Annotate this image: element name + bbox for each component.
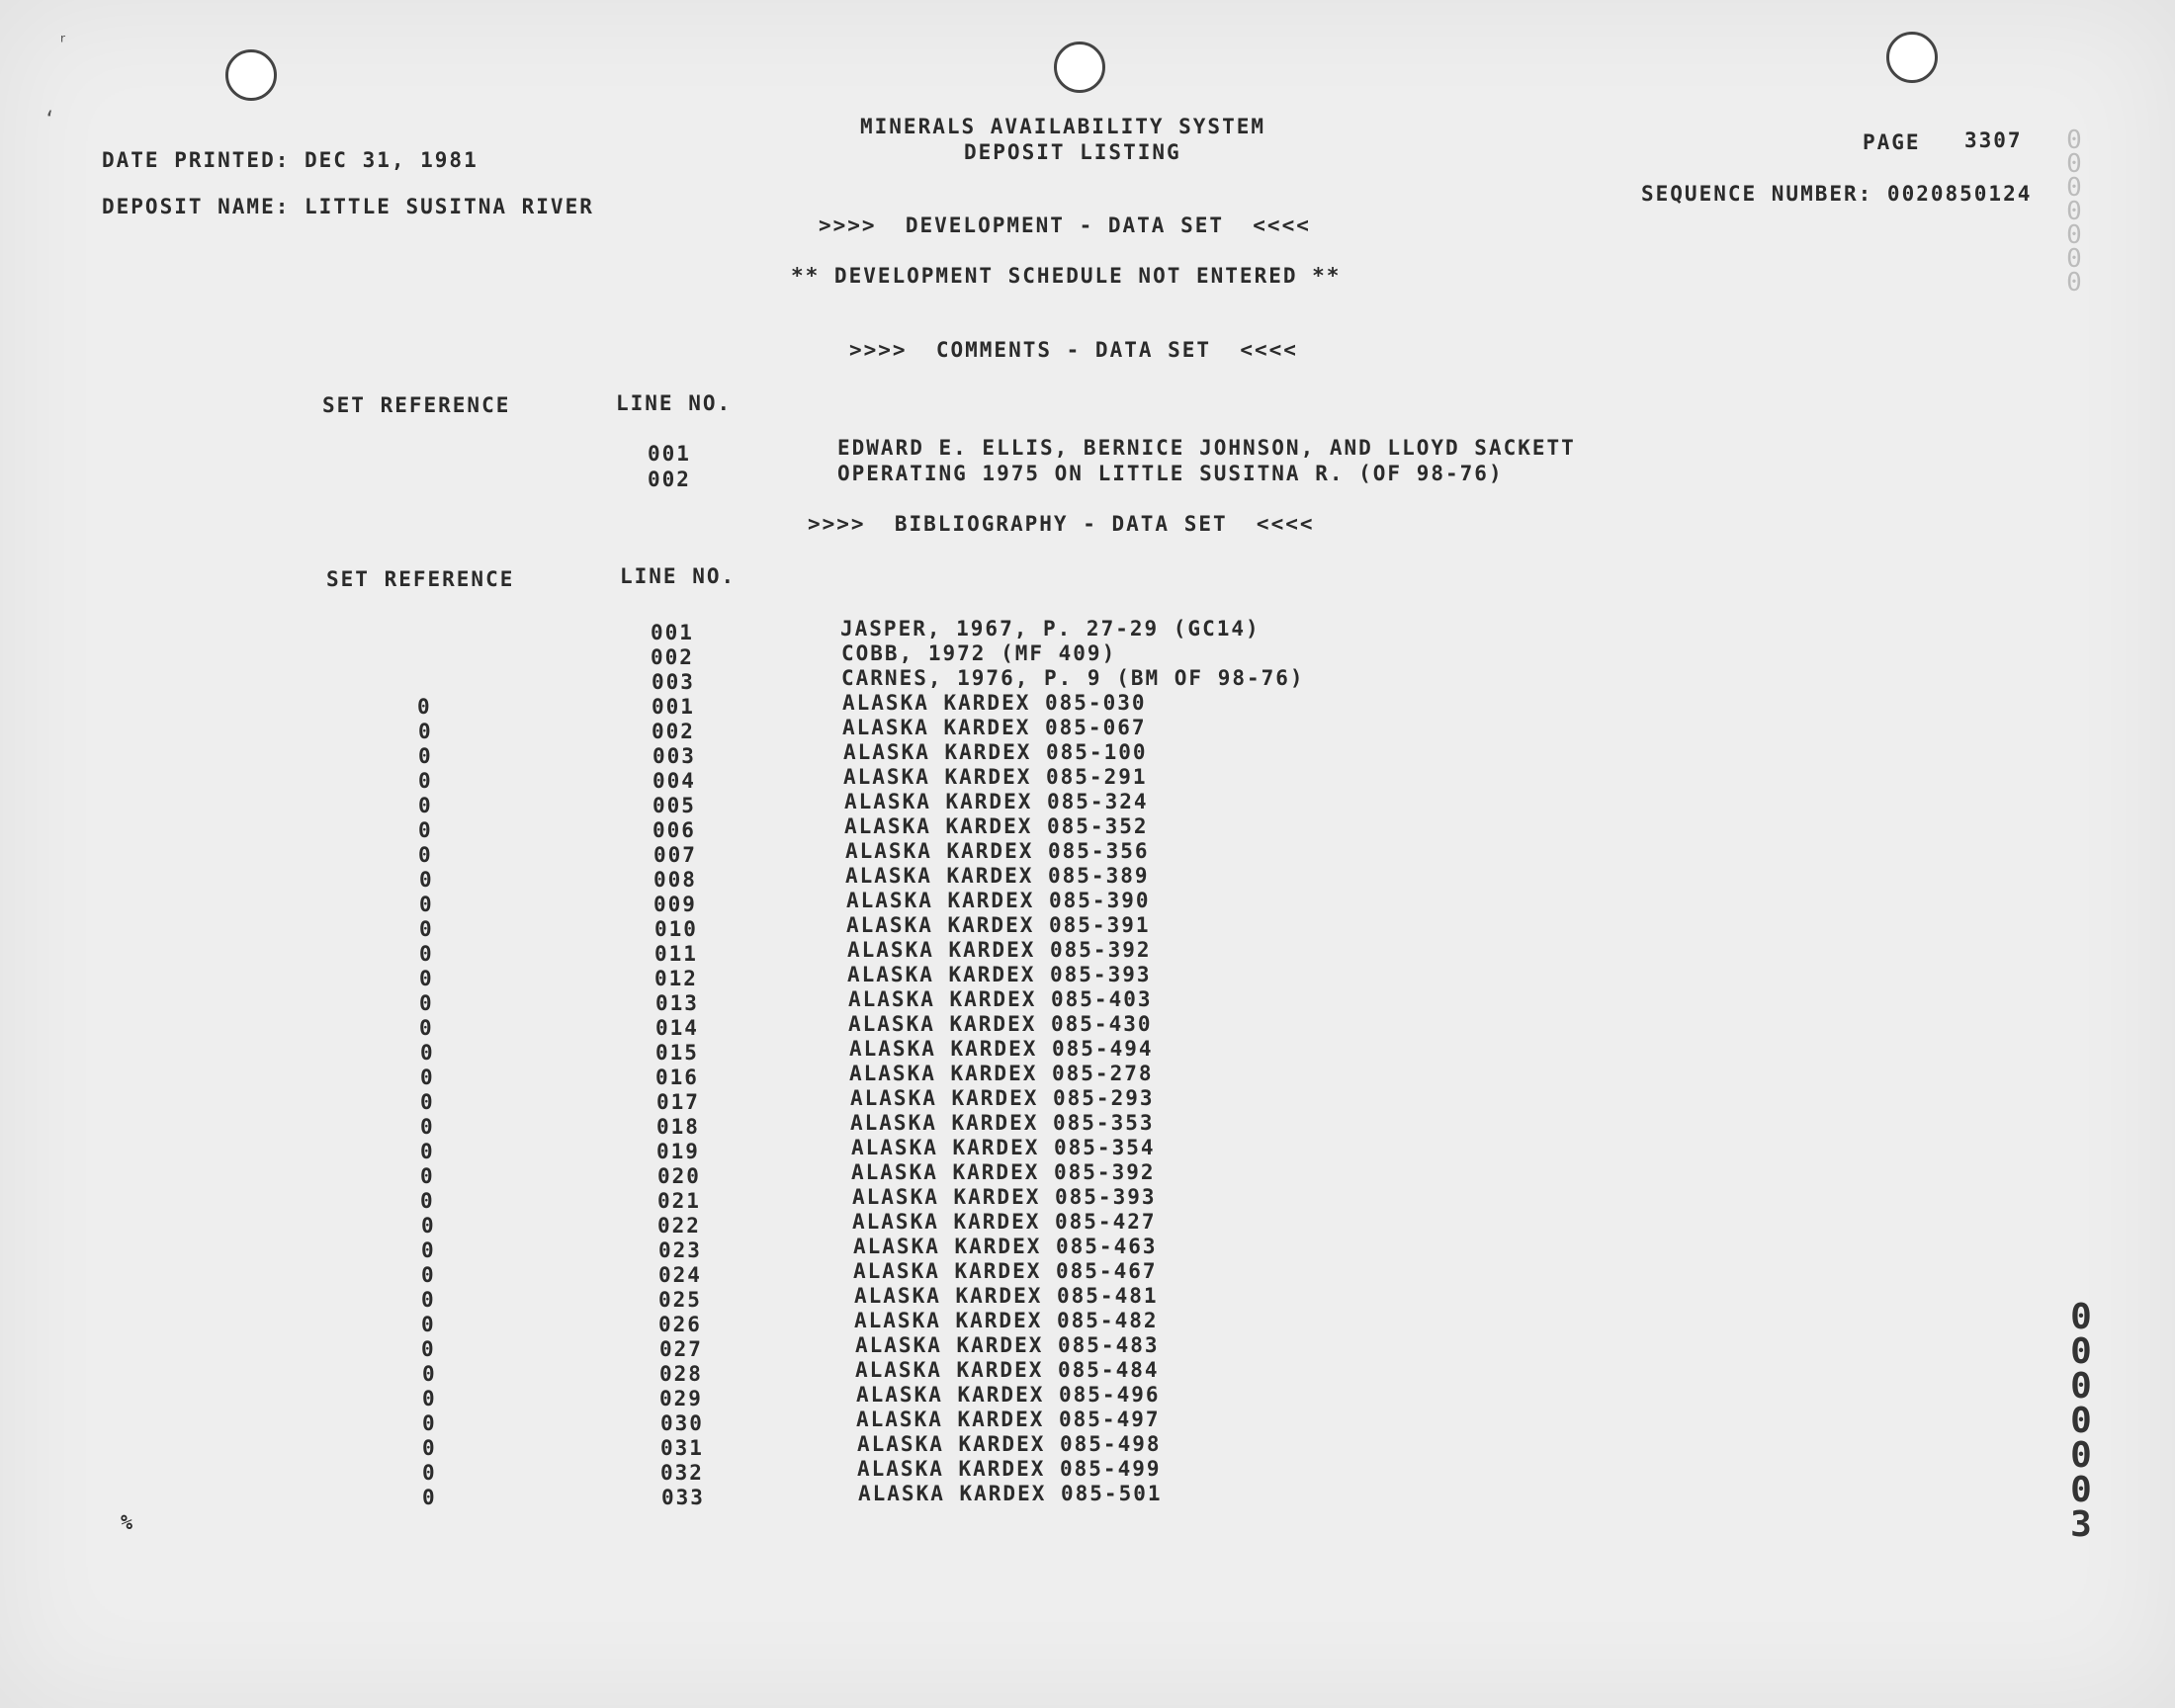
bibliography-line-no: 016 bbox=[655, 1066, 699, 1089]
bibliography-line-no: 026 bbox=[658, 1313, 702, 1336]
comments-col-line-no: LINE NO. bbox=[616, 391, 733, 415]
set-reference-value: 0 bbox=[418, 769, 431, 793]
bibliography-entry: ALASKA KARDEX 085-467 bbox=[853, 1259, 1158, 1283]
set-reference-value: 0 bbox=[422, 1362, 435, 1386]
set-reference-value: 0 bbox=[421, 1288, 434, 1312]
set-reference-value: 0 bbox=[419, 917, 432, 941]
bibliography-entry: ALASKA KARDEX 085-067 bbox=[842, 716, 1147, 739]
bibliography-line-no: 008 bbox=[653, 868, 697, 892]
set-reference-value: 0 bbox=[418, 794, 431, 817]
bibliography-line-no: 018 bbox=[656, 1115, 700, 1139]
bibliography-entry: ALASKA KARDEX 085-392 bbox=[851, 1160, 1156, 1184]
page-number: 3307 bbox=[1964, 128, 2023, 152]
set-reference-value: 0 bbox=[419, 942, 432, 966]
bibliography-line-no: 004 bbox=[652, 769, 696, 793]
bibliography-entry: ALASKA KARDEX 085-324 bbox=[844, 790, 1149, 813]
bibliography-line-no: 017 bbox=[656, 1090, 700, 1114]
bibliography-line-no: 030 bbox=[660, 1411, 704, 1435]
set-reference-value: 0 bbox=[418, 720, 431, 743]
set-reference-value: 0 bbox=[419, 967, 432, 990]
bibliography-entry: ALASKA KARDEX 085-481 bbox=[854, 1284, 1159, 1308]
bibliography-entry: ALASKA KARDEX 085-389 bbox=[845, 864, 1150, 888]
side-code-digit: 0 bbox=[2070, 1470, 2092, 1510]
bibliography-line-no: 009 bbox=[653, 893, 697, 916]
set-reference-value: 0 bbox=[417, 695, 430, 719]
bibliography-entry: ALASKA KARDEX 085-291 bbox=[843, 765, 1148, 789]
bibliography-line-no: 002 bbox=[651, 645, 694, 669]
bibliography-entry: ALASKA KARDEX 085-403 bbox=[848, 987, 1153, 1011]
bibliography-entry: ALASKA KARDEX 085-393 bbox=[847, 963, 1152, 986]
bibliography-entry: ALASKA KARDEX 085-494 bbox=[849, 1037, 1154, 1061]
bibliography-entry: ALASKA KARDEX 085-499 bbox=[857, 1457, 1162, 1481]
set-reference-value: 0 bbox=[421, 1313, 434, 1336]
margin-tick: ʳ bbox=[57, 30, 70, 53]
bibliography-entry: ALASKA KARDEX 085-496 bbox=[856, 1383, 1161, 1407]
punch-hole-left bbox=[225, 49, 277, 101]
set-reference-value: 0 bbox=[419, 893, 432, 916]
bibliography-line-no: 024 bbox=[658, 1263, 702, 1287]
bibliography-entry: ALASKA KARDEX 085-352 bbox=[844, 814, 1149, 838]
set-reference-value: 0 bbox=[420, 1189, 433, 1213]
bibliography-line-no: 006 bbox=[652, 818, 696, 842]
set-reference-value: 0 bbox=[419, 1016, 432, 1040]
set-reference-value: 0 bbox=[421, 1337, 434, 1361]
bibliography-entry: ALASKA KARDEX 085-393 bbox=[852, 1185, 1157, 1209]
margin-tick: ‘ bbox=[44, 107, 56, 130]
bibliography-col-set-reference: SET REFERENCE bbox=[326, 567, 515, 591]
side-code-digit: 0 bbox=[2070, 1435, 2092, 1476]
comment-line-no: 002 bbox=[648, 468, 691, 491]
set-reference-value: 0 bbox=[420, 1066, 433, 1089]
bibliography-line-no: 002 bbox=[652, 720, 695, 743]
bibliography-entry: ALASKA KARDEX 085-427 bbox=[852, 1210, 1157, 1234]
bibliography-line-no: 007 bbox=[653, 843, 697, 867]
bibliography-entry: JASPER, 1967, P. 27-29 (GC14) bbox=[840, 617, 1261, 640]
set-reference-value: 0 bbox=[422, 1387, 435, 1410]
set-reference-value: 0 bbox=[421, 1214, 434, 1238]
bibliography-entry: ALASKA KARDEX 085-483 bbox=[855, 1333, 1160, 1357]
bibliography-entry: ALASKA KARDEX 085-390 bbox=[846, 889, 1151, 912]
bibliography-entry: CARNES, 1976, P. 9 (BM OF 98-76) bbox=[841, 666, 1305, 690]
bibliography-entry: ALASKA KARDEX 085-482 bbox=[854, 1309, 1159, 1332]
bibliography-entry: ALASKA KARDEX 085-484 bbox=[855, 1358, 1160, 1382]
bibliography-entry: ALASKA KARDEX 085-030 bbox=[842, 691, 1147, 715]
comments-heading: >>>> COMMENTS - DATA SET <<<< bbox=[849, 338, 1298, 362]
bibliography-entry: ALASKA KARDEX 085-430 bbox=[848, 1012, 1153, 1036]
bibliography-entry: ALASKA KARDEX 085-392 bbox=[847, 938, 1152, 962]
comment-text: EDWARD E. ELLIS, BERNICE JOHNSON, AND LLOYD SACKETT bbox=[837, 436, 1576, 460]
bibliography-line-no: 001 bbox=[651, 621, 694, 644]
listing-title: DEPOSIT LISTING bbox=[964, 140, 1181, 164]
set-reference-value: 0 bbox=[418, 744, 431, 768]
set-reference-value: 0 bbox=[422, 1486, 435, 1509]
bibliography-line-no: 031 bbox=[660, 1436, 704, 1460]
bibliography-line-no: 014 bbox=[655, 1016, 699, 1040]
set-reference-value: 0 bbox=[420, 1140, 433, 1163]
comments-col-set-reference: SET REFERENCE bbox=[322, 393, 511, 417]
bibliography-line-no: 033 bbox=[661, 1486, 705, 1509]
bibliography-entry: ALASKA KARDEX 085-497 bbox=[856, 1408, 1161, 1431]
side-code-digit: 0 bbox=[2070, 1331, 2092, 1372]
set-reference-value: 0 bbox=[419, 991, 432, 1015]
bibliography-line-no: 019 bbox=[656, 1140, 700, 1163]
bibliography-entry: ALASKA KARDEX 085-501 bbox=[858, 1482, 1163, 1505]
bibliography-col-line-no: LINE NO. bbox=[620, 564, 737, 588]
page-label: PAGE bbox=[1863, 130, 1921, 154]
bibliography-entry: ALASKA KARDEX 085-293 bbox=[850, 1086, 1155, 1110]
set-reference-value: 0 bbox=[422, 1461, 435, 1485]
side-code-digit: 0 bbox=[2070, 1366, 2092, 1407]
bibliography-entry: ALASKA KARDEX 085-100 bbox=[843, 740, 1148, 764]
bibliography-line-no: 022 bbox=[657, 1214, 701, 1238]
deposit-name: DEPOSIT NAME: LITTLE SUSITNA RIVER bbox=[102, 195, 594, 218]
side-code-digit: 3 bbox=[2070, 1504, 2092, 1545]
comment-text: OPERATING 1975 ON LITTLE SUSITNA R. (OF 98-76) bbox=[837, 462, 1504, 485]
bibliography-entry: ALASKA KARDEX 085-463 bbox=[853, 1235, 1158, 1258]
bibliography-line-no: 015 bbox=[655, 1041, 699, 1065]
development-heading: >>>> DEVELOPMENT - DATA SET <<<< bbox=[819, 214, 1311, 237]
set-reference-value: 0 bbox=[420, 1041, 433, 1065]
set-reference-value: 0 bbox=[419, 868, 432, 892]
bibliography-line-no: 011 bbox=[654, 942, 698, 966]
bibliography-line-no: 001 bbox=[652, 695, 695, 719]
side-code bbox=[2061, 1297, 2101, 1545]
set-reference-value: 0 bbox=[418, 843, 431, 867]
bibliography-line-no: 003 bbox=[652, 670, 695, 694]
bibliography-heading: >>>> BIBLIOGRAPHY - DATA SET <<<< bbox=[808, 512, 1315, 536]
bibliography-entry: ALASKA KARDEX 085-498 bbox=[857, 1432, 1162, 1456]
set-reference-value: 0 bbox=[422, 1411, 435, 1435]
punch-hole-center bbox=[1054, 42, 1105, 93]
bibliography-line-no: 027 bbox=[659, 1337, 703, 1361]
percent-mark: % bbox=[121, 1510, 135, 1534]
bibliography-line-no: 023 bbox=[658, 1238, 702, 1262]
set-reference-value: 0 bbox=[421, 1238, 434, 1262]
set-reference-value: 0 bbox=[420, 1164, 433, 1188]
bibliography-line-no: 012 bbox=[654, 967, 698, 990]
bibliography-entry: ALASKA KARDEX 085-391 bbox=[846, 913, 1151, 937]
punch-hole-right bbox=[1886, 32, 1938, 83]
date-printed: DATE PRINTED: DEC 31, 1981 bbox=[102, 148, 478, 172]
bibliography-line-no: 010 bbox=[654, 917, 698, 941]
set-reference-value: 0 bbox=[418, 818, 431, 842]
side-code-digit: 0 bbox=[2070, 1401, 2092, 1441]
faint-margin-marks: 0 0 0 0 0 0 0 bbox=[2066, 126, 2082, 298]
bibliography-line-no: 032 bbox=[660, 1461, 704, 1485]
bibliography-line-no: 020 bbox=[657, 1164, 701, 1188]
bibliography-entry: ALASKA KARDEX 085-278 bbox=[849, 1062, 1154, 1085]
set-reference-value: 0 bbox=[422, 1436, 435, 1460]
bibliography-line-no: 005 bbox=[652, 794, 696, 817]
sequence-number: SEQUENCE NUMBER: 0020850124 bbox=[1641, 182, 2033, 206]
bibliography-line-no: 013 bbox=[655, 991, 699, 1015]
set-reference-value: 0 bbox=[421, 1263, 434, 1287]
bibliography-line-no: 029 bbox=[659, 1387, 703, 1410]
bibliography-line-no: 021 bbox=[657, 1189, 701, 1213]
bibliography-line-no: 028 bbox=[659, 1362, 703, 1386]
bibliography-line-no: 025 bbox=[658, 1288, 702, 1312]
system-title: MINERALS AVAILABILITY SYSTEM bbox=[860, 115, 1266, 138]
comment-line-no: 001 bbox=[648, 442, 691, 466]
side-code-digit: 0 bbox=[2070, 1297, 2092, 1337]
development-note: ** DEVELOPMENT SCHEDULE NOT ENTERED ** bbox=[791, 264, 1342, 288]
set-reference-value: 0 bbox=[420, 1115, 433, 1139]
bibliography-entry: ALASKA KARDEX 085-356 bbox=[845, 839, 1150, 863]
bibliography-entry: ALASKA KARDEX 085-353 bbox=[850, 1111, 1155, 1135]
set-reference-value: 0 bbox=[420, 1090, 433, 1114]
bibliography-entry: ALASKA KARDEX 085-354 bbox=[851, 1136, 1156, 1159]
bibliography-entry: COBB, 1972 (MF 409) bbox=[841, 641, 1117, 665]
bibliography-line-no: 003 bbox=[652, 744, 696, 768]
